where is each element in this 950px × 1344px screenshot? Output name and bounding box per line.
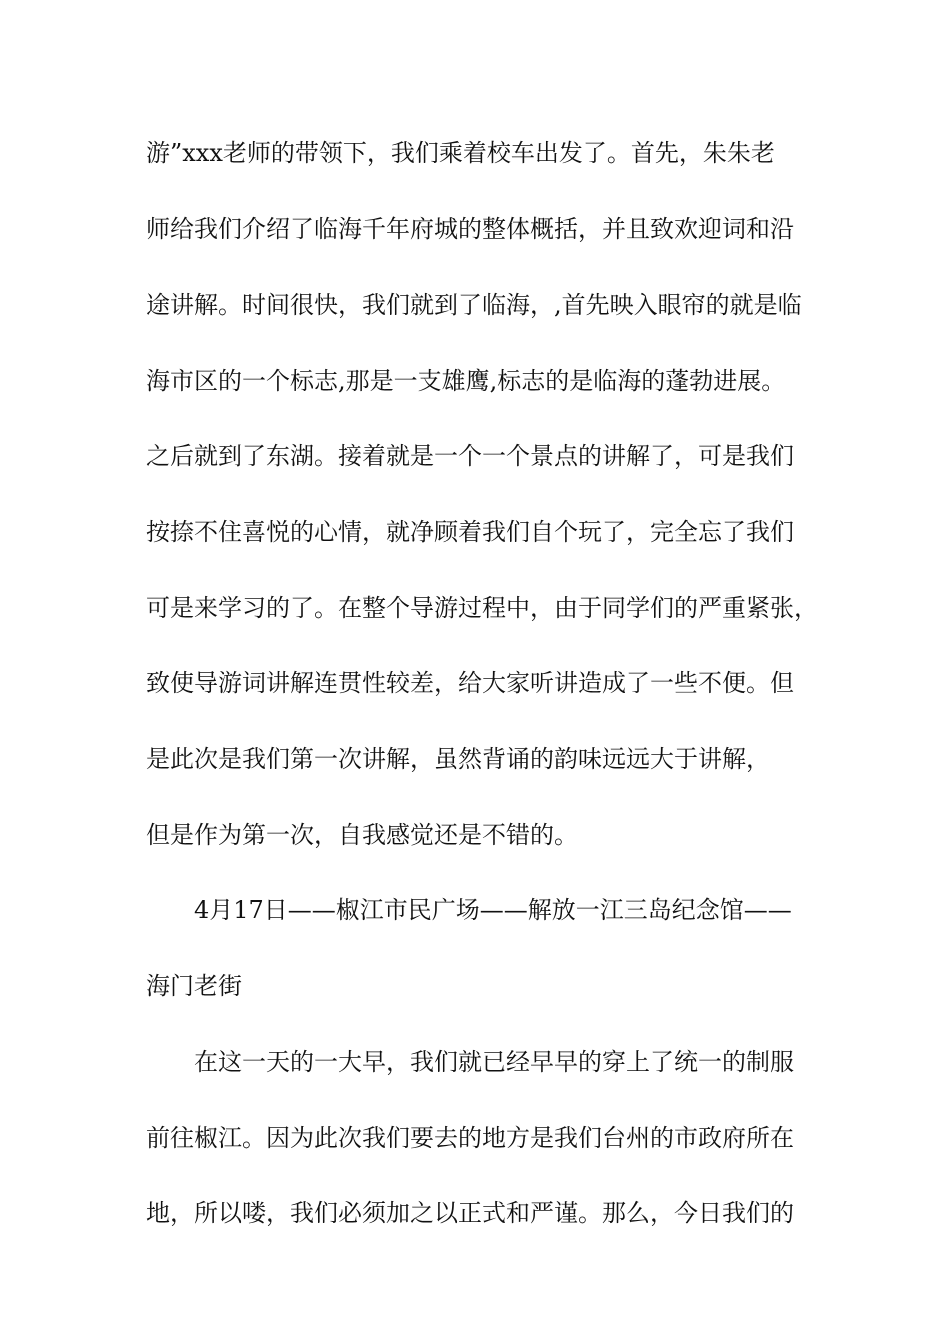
- text-line-13: 在这一天的一大早，我们就已经早早的穿上了统一的制服: [194, 1048, 794, 1076]
- text-line-3: 途讲解。时间很快，我们就到了临海，,首先映入眼帘的就是临: [146, 291, 802, 319]
- text-line-7: 可是来学习的了。在整个导游过程中，由于同学们的严重紧张，: [146, 594, 818, 622]
- text-line-5: 之后就到了东湖。接着就是一个一个景点的讲解了，可是我们: [146, 442, 794, 470]
- text-line-10: 但是作为第一次，自我感觉还是不错的。: [146, 821, 578, 849]
- text-line-6: 按捺不住喜悦的心情，就净顾着我们自个玩了，完全忘了我们: [146, 518, 794, 546]
- text-line-4: 海市区的一个标志,那是一支雄鹰,标志的是临海的蓬勃进展。: [146, 367, 786, 395]
- text-line-14: 前往椒江。因为此次我们要去的地方是我们台州的市政府所在: [146, 1124, 794, 1152]
- text-line-12: 海门老街: [146, 972, 242, 1000]
- text-line-2: 师给我们介绍了临海千年府城的整体概括，并且致欢迎词和沿: [146, 215, 794, 243]
- text-line-9: 是此次是我们第一次讲解，虽然背诵的韵味远远大于讲解，: [146, 745, 770, 773]
- text-line-8: 致使导游词讲解连贯性较差，给大家听讲造成了一些不便。但: [146, 669, 794, 697]
- text-line-11: 4月17日——椒江市民广场——解放一江三岛纪念馆——: [194, 896, 792, 924]
- text-line-15: 地，所以喽，我们必须加之以正式和严谨。那么，今日我们的: [146, 1199, 794, 1227]
- text-line-1: 游”xxx老师的带领下，我们乘着校车出发了。首先，朱朱老: [146, 139, 775, 167]
